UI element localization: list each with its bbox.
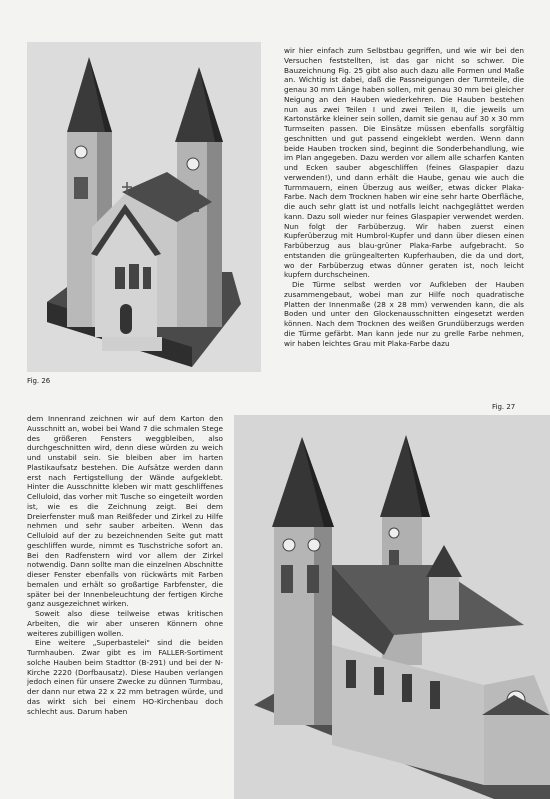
paragraph: Soweit also diese teilweise etwas kritischen Arbeiten, die wir aber unseren Könnern ohne weiteres zubilligen wollen. — [27, 609, 223, 638]
paragraph: dem Innenrand zeichnen wir auf dem Karton den Ausschnitt an, wobei bei Wand 7 die schmalen Stege des größeren Fensters weggbleiben, also durchgeschnitten wird, denn diese würden zu weich und unstabil sein. Sie bleiben aber im harten Plastikaufsatz bestehen. Die Aufsätze werden dann erst nach Fertigstellung der Wände aufgeklebt. Hinter die Ausschnitte kleben wir matt geschliffenes Celluloid, das vorher mit Tusche so eingeteilt worden ist, wie es die Zeichnung zeigt. Bei dem Dreierfenster muß man Reißfeder und Zirkel zu Hilfe nehmen und sehr sauber arbeiten. Wenn das Celluloid auf der zu bezeichnenden Seite gut matt geschliffen wurde, nimmt es Tuschstriche sofort an. Bei den Radfenstern wird vor allem der Zirkel notwendig. Dann sollte man die einzelnen Abschnitte dieser Fenster ebenfalls von rückwärts mit Farben bemalen und erhält so großartige Farbfenster, die später bei der Innenbeleuchtung der fertigen Kirche ganz ausgezeichnet wirken. — [27, 414, 223, 609]
church-model-image — [27, 42, 261, 372]
text-column-right — [284, 46, 524, 348]
figure-26-caption: Fig. 26 — [27, 377, 51, 385]
figure-27-photo — [234, 415, 550, 799]
paragraph: Die Türme selbst werden vor Aufkleben der Hauben zusammengebaut, wobei man zur Hilfe noch quadratische Platten der Innenmaße (28 x 28 mm) verwenden kann, die als Boden und unter den Glockenausschnitten eingesetzt werden können. Nach dem Trocknen des weißen Grundüberzugs werden die Türme gefärbt. Man kann jede nur zu grelle Farbe nehmen, wir haben leichtes Grau mit Plaka-Farbe dazu — [284, 280, 524, 348]
text-column-left — [27, 414, 223, 716]
figure-26-photo — [27, 42, 261, 372]
paragraph: Eine weitere „Superbastelei" sind die beiden Turmhauben. Zwar gibt es im FALLER-Sortiment solche Hauben beim Stadttor (B-291) und bei der N-Kirche 2220 (Dorfbausatz). Diese Hauben verlangen jedoch einen für unsere Zwecke zu dünnen Turmbau, der dann nur etwa 22 x 22 mm betragen würde, und das wirkt sich bei einem HO-Kirchenbau doch schlecht aus. Darum haben — [27, 638, 223, 716]
paragraph: wir hier einfach zum Selbstbau gegriffen, und wie wir bei den Versuchen feststellten, ist das gar nicht so schwer. Die Bauzeichnung Fig. 25 gibt also auch dazu alle Formen und Maße an. Wichtig ist dabei, daß die Passneigungen der Turmteile, die genau 30 mm Länge haben sollen, mit genau 30 mm bei gleicher Neigung an den Hauben wiederkehren. Die Hauben bestehen nun aus zwei Teilen I und zwei Teilen II, die jeweils um Kartonstärke kleiner sein sollen, damit sie genau auf 30 x 30 mm Turmseiten passen. Die Einsätze müssen ebenfalls sorgfältig geschnitten und gut passend eingeklebt werden. Wenn dann beide Hauben trocken sind, beginnt die Sonderbehandlung, wie im Plan angegeben. Dazu werden vor allem alle scharfen Kanten und Ecken sauber abgeschliffen (feines Glaspapier dazu verwenden!), und dann erhält die Haube, genau wie auch die Turmmauern, einen Überzug aus weißer, etwas dicker Plaka-Farbe. Nach dem Trocknen haben wir eine sehr harte Oberfläche, die auch sehr glatt ist und notfalls leicht nachgeglättet werden kann. Dazu soll wieder nur feines Glaspapier verwendet werden. Nun folgt der Farbüberzug. Wir haben zuerst einen Kupferüberzug mit Humbrol-Kupfer und dann über diesen einen Farbüberzug aus blau-grüner Plaka-Farbe aufgebracht. So entstanden die grüngealterten Kupferhauben, die da und dort, wo der Farbüberzug etwas dünner geraten ist, noch leicht kupfern durchscheinen. — [284, 46, 524, 280]
church-model-image — [234, 415, 550, 799]
figure-27-caption: Fig. 27 — [492, 403, 516, 411]
